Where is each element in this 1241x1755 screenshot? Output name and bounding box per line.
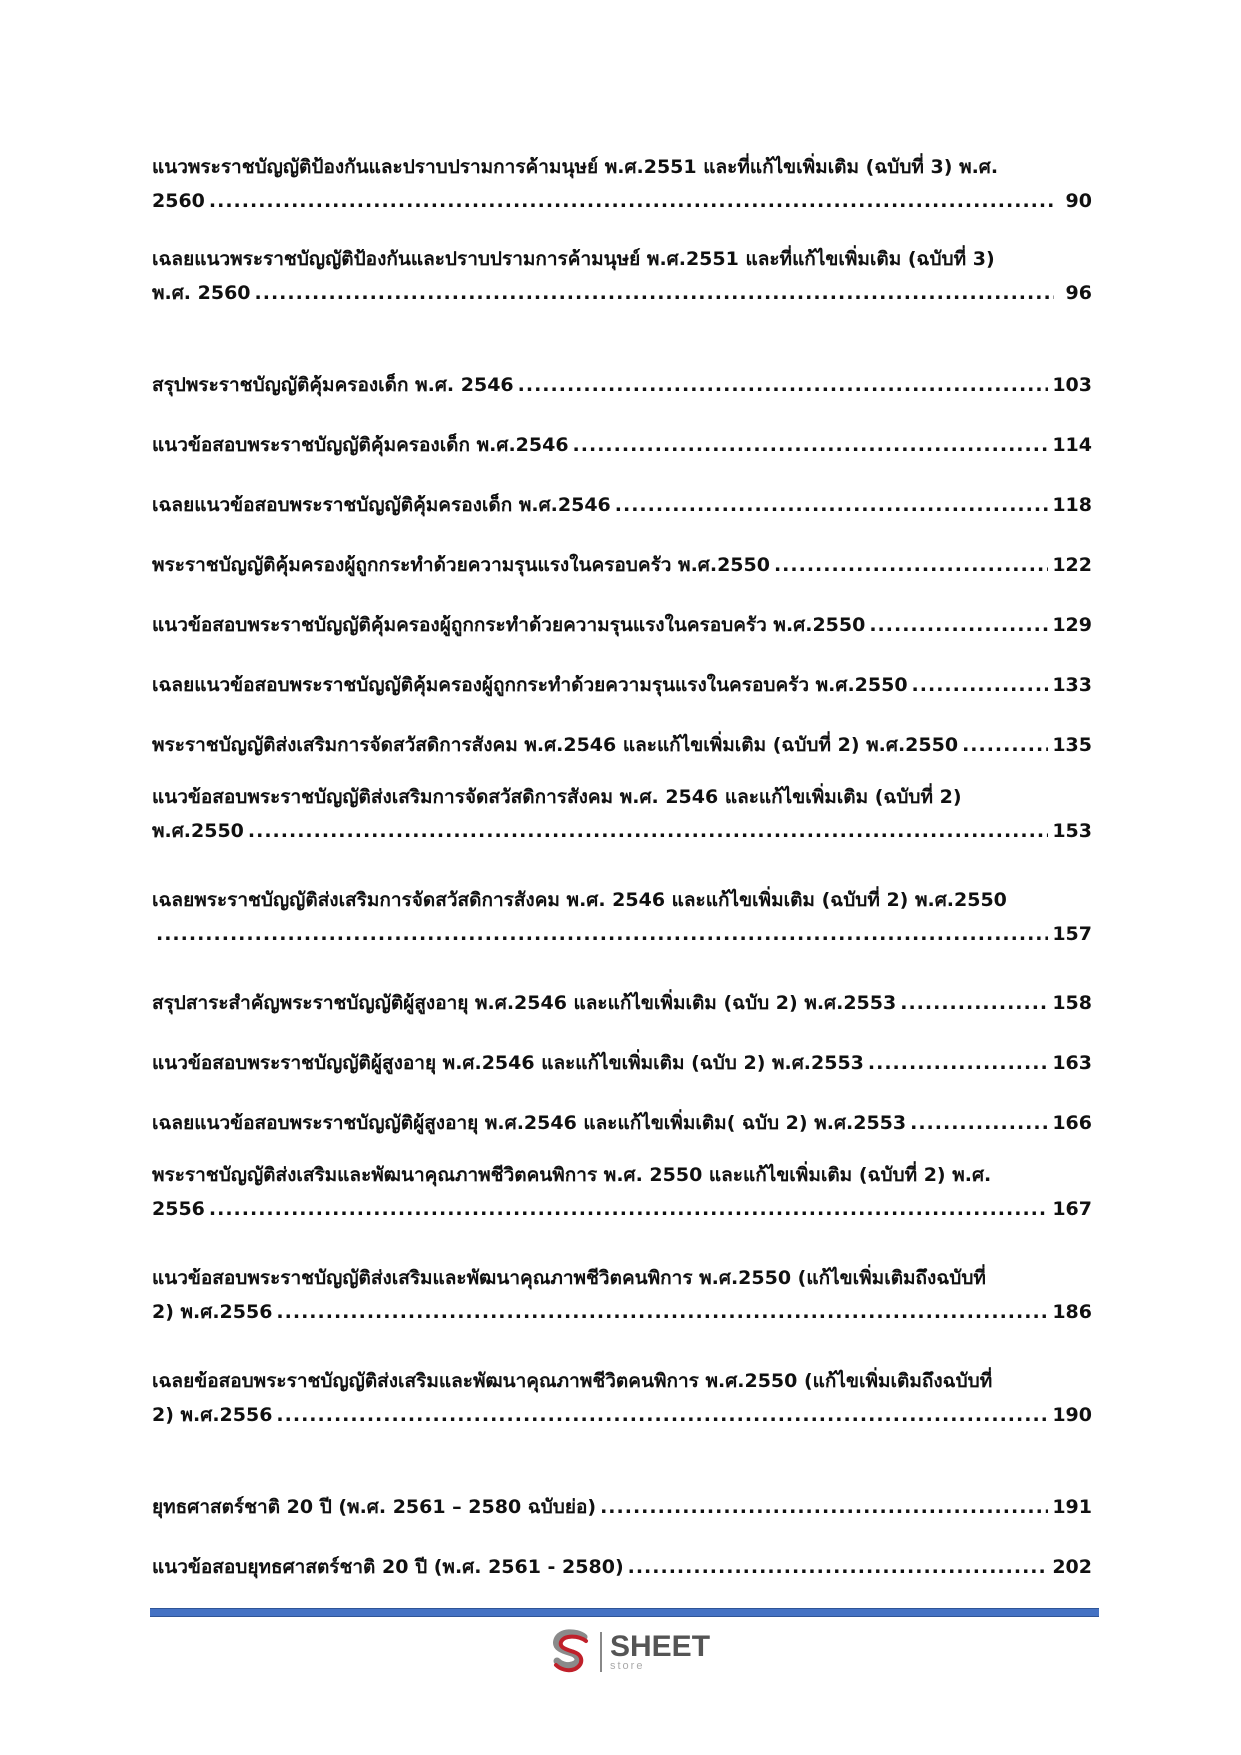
toc-entry[interactable] — [152, 1364, 1092, 1432]
toc-entry-title-cont: พ.ศ. 2560 — [152, 282, 251, 304]
toc-entry-title-cont: 2560 — [152, 190, 205, 212]
toc-page-number: 114 — [1052, 434, 1092, 456]
toc-entry[interactable] — [152, 1490, 1092, 1524]
toc-entry[interactable] — [152, 242, 1092, 310]
toc-entry-title: พระราชบัญญัติส่งเสริมการจัดสวัสดิการสังคม พ.ศ.2546 และแก้ไขเพิ่มเติม (ฉบับที่ 2) พ.ศ.2550 — [152, 734, 959, 756]
toc-page-number: 186 — [1052, 1301, 1092, 1323]
toc-page-number: 190 — [1052, 1404, 1092, 1426]
toc-entry-title: แนวข้อสอบพระราชบัญญัติคุ้มครองผู้ถูกกระทำด้วยความรุนแรงในครอบครัว พ.ศ.2550 — [152, 614, 866, 636]
toc-entry[interactable] — [152, 780, 1092, 848]
toc-entry[interactable] — [152, 1046, 1092, 1080]
toc-page-number: 153 — [1052, 820, 1092, 842]
toc-entry-title: แนวข้อสอบยุทธศาสตร์ชาติ 20 ปี (พ.ศ. 2561 - 2580) — [152, 1556, 624, 1578]
toc-page-number: 191 — [1052, 1496, 1092, 1518]
leader-dots — [912, 668, 1049, 702]
sheet-store-logo — [550, 1628, 710, 1676]
toc-entry-title: เฉลยพระราชบัญญัติส่งเสริมการจัดสวัสดิการสังคม พ.ศ. 2546 และแก้ไขเพิ่มเติม (ฉบับที่ 2) พ.ศ.2550 — [152, 889, 1007, 911]
leader-dots — [255, 276, 1054, 310]
toc-entry[interactable] — [152, 428, 1092, 462]
toc-entry-title: แนวข้อสอบพระราชบัญญัติคุ้มครองเด็ก พ.ศ.2546 — [152, 434, 569, 456]
toc-entry[interactable] — [152, 488, 1092, 522]
toc-entry-title: เฉลยข้อสอบพระราชบัญญัติส่งเสริมและพัฒนาคุณภาพชีวิตคนพิการ พ.ศ.2550 (แก้ไขเพิ่มเติมถึงฉบับที่ — [152, 1370, 993, 1392]
leader-dots — [869, 608, 1048, 642]
toc-page-number: 122 — [1052, 554, 1092, 576]
leader-dots — [209, 1192, 1048, 1226]
toc-entry[interactable] — [152, 150, 1092, 218]
toc-entry-title: แนวพระราชบัญญัติป้องกันและปราบปรามการค้ามนุษย์ พ.ศ.2551 และที่แก้ไขเพิ่มเติม (ฉบับที่ 3) พ.ศ. — [152, 156, 999, 178]
toc-entry-title: พระราชบัญญัติคุ้มครองผู้ถูกกระทำด้วยความรุนแรงในครอบครัว พ.ศ.2550 — [152, 554, 770, 576]
toc-page-number: 158 — [1052, 992, 1092, 1014]
leader-dots — [573, 428, 1049, 462]
toc-entry-title-cont: 2556 — [152, 1198, 205, 1220]
leader-dots — [900, 986, 1048, 1020]
toc-entry-title-cont: พ.ศ.2550 — [152, 820, 244, 842]
leader-dots — [209, 184, 1054, 218]
footer-rule — [150, 1608, 1099, 1617]
leader-dots — [628, 1550, 1049, 1584]
toc-page-number: 163 — [1052, 1052, 1092, 1074]
toc-page-number: 96 — [1065, 282, 1092, 304]
toc-entry[interactable] — [152, 608, 1092, 642]
toc-entry[interactable] — [152, 1261, 1092, 1329]
leader-dots — [276, 1295, 1048, 1329]
leader-dots — [156, 917, 1048, 951]
toc-entry-title: เฉลยแนวพระราชบัญญัติป้องกันและปราบปรามการค้ามนุษย์ พ.ศ.2551 และที่แก้ไขเพิ่มเติม (ฉบับที่ 3) — [152, 248, 995, 270]
toc-entry[interactable] — [152, 668, 1092, 702]
toc-entry-title: แนวข้อสอบพระราชบัญญัติส่งเสริมและพัฒนาคุณภาพชีวิตคนพิการ พ.ศ.2550 (แก้ไขเพิ่มเติมถึงฉบับที่ — [152, 1267, 986, 1289]
leader-dots — [276, 1398, 1048, 1432]
leader-dots — [248, 814, 1048, 848]
logo-divider — [600, 1632, 602, 1672]
toc-entry-title-cont: 2) พ.ศ.2556 — [152, 1301, 273, 1323]
toc-entry-title: สรุปพระราชบัญญัติคุ้มครองเด็ก พ.ศ. 2546 — [152, 374, 514, 396]
toc-entry[interactable] — [152, 1158, 1092, 1226]
toc-page-number: 167 — [1052, 1198, 1092, 1220]
leader-dots — [910, 1106, 1048, 1140]
toc-entry[interactable] — [152, 1106, 1092, 1140]
toc-entry-title: พระราชบัญญัติส่งเสริมและพัฒนาคุณภาพชีวิตคนพิการ พ.ศ. 2550 และแก้ไขเพิ่มเติม (ฉบับที่ 2) พ.ศ. — [152, 1164, 992, 1186]
toc-page-number: 157 — [1052, 923, 1092, 945]
leader-dots — [868, 1046, 1048, 1080]
toc-entry-title: ยุทธศาสตร์ชาติ 20 ปี (พ.ศ. 2561 – 2580 ฉบับย่อ) — [152, 1496, 597, 1518]
toc-page-number: 129 — [1052, 614, 1092, 636]
toc-page-number: 202 — [1052, 1556, 1092, 1578]
leader-dots — [615, 488, 1049, 522]
toc-page-number: 133 — [1052, 674, 1092, 696]
toc-page-number: 166 — [1052, 1112, 1092, 1134]
toc-entry[interactable] — [152, 728, 1092, 762]
leader-dots — [962, 728, 1048, 762]
toc-entry-title-cont: 2) พ.ศ.2556 — [152, 1404, 273, 1426]
logo-sub-text: store — [610, 1660, 645, 1672]
leader-dots — [600, 1490, 1048, 1524]
toc-page-number: 118 — [1052, 494, 1092, 516]
toc-entry[interactable] — [152, 1550, 1092, 1584]
toc-entry-title: เฉลยแนวข้อสอบพระราชบัญญัติผู้สูงอายุ พ.ศ.2546 และแก้ไขเพิ่มเติม( ฉบับ 2) พ.ศ.2553 — [152, 1112, 907, 1134]
toc-entry-title: สรุปสาระสำคัญพระราชบัญญัติผู้สูงอายุ พ.ศ.2546 และแก้ไขเพิ่มเติม (ฉบับ 2) พ.ศ.2553 — [152, 992, 897, 1014]
leader-dots — [774, 548, 1048, 582]
leader-dots — [518, 368, 1049, 402]
toc-page-number: 135 — [1052, 734, 1092, 756]
toc-entry-title: แนวข้อสอบพระราชบัญญัติส่งเสริมการจัดสวัสดิการสังคม พ.ศ. 2546 และแก้ไขเพิ่มเติม (ฉบับที่ 2) — [152, 786, 962, 808]
toc-entry[interactable] — [152, 368, 1092, 402]
logo-text-block — [610, 1630, 711, 1672]
toc-entry-title: เฉลยแนวข้อสอบพระราชบัญญัติคุ้มครองเด็ก พ.ศ.2546 — [152, 494, 611, 516]
logo-brand-text: SHEET — [610, 1630, 711, 1663]
toc-entry-title: แนวข้อสอบพระราชบัญญัติผู้สูงอายุ พ.ศ.2546 และแก้ไขเพิ่มเติม (ฉบับ 2) พ.ศ.2553 — [152, 1052, 864, 1074]
toc-entry[interactable] — [152, 548, 1092, 582]
toc-page-number: 90 — [1065, 190, 1092, 212]
toc-entry[interactable] — [152, 986, 1092, 1020]
toc-page-number: 103 — [1052, 374, 1092, 396]
toc-entry[interactable] — [152, 883, 1092, 951]
toc-entry-title: เฉลยแนวข้อสอบพระราชบัญญัติคุ้มครองผู้ถูกกระทำด้วยความรุนแรงในครอบครัว พ.ศ.2550 — [152, 674, 908, 696]
s-logo-icon — [550, 1629, 592, 1675]
